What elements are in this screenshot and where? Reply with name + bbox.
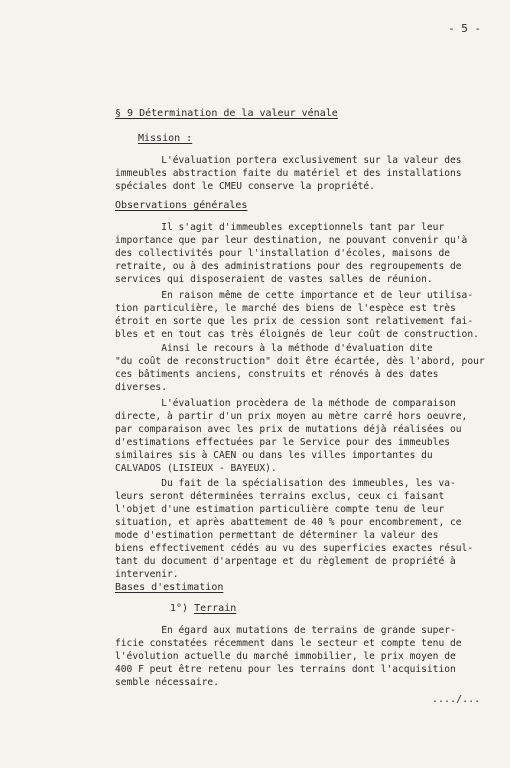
bases-heading-text: Bases d'estimation [115, 582, 224, 593]
text-line: biens effectivement cédés au vu des superficies exactes résul- [115, 543, 474, 554]
observations-paragraph-5 [115, 477, 485, 581]
text-line: L'évaluation procèdera de la méthode de comparaison [115, 398, 456, 409]
text-line: d'estimations effectuées par le Service pour des immeubles [115, 437, 451, 448]
text-line: retraite, ou à des administrations pour des regroupements de [115, 261, 462, 272]
text-line: Il s'agit d'immeubles exceptionnels tant par leur [115, 222, 445, 233]
text-line: similaires sis à CAEN ou dans les villes importantes du [115, 450, 433, 461]
text-line: En raison même de cette importance et de leur utilisa- [115, 290, 474, 301]
terrain-number: 1°) [170, 603, 189, 614]
mission-heading-text: Mission : [138, 133, 193, 144]
text-line: spéciales dont le CMEU conserve la propriété. [115, 181, 375, 192]
text-line: diverses. [115, 382, 167, 393]
text-line: bles et en tout cas très éloignés de leur coût de construction. [115, 329, 479, 340]
text-line: En égard aux mutations de terrains de grande super- [115, 625, 456, 636]
text-line: mode d'estimation permettant de déterminer la valeur des [115, 530, 439, 541]
observations-paragraph-4 [115, 397, 485, 475]
terrain-heading-text: Terrain [194, 603, 237, 614]
observations-paragraph-1 [115, 221, 485, 286]
observations-heading-text: Observations générales [115, 200, 248, 211]
continuation-mark: ..../... [432, 694, 481, 705]
text-line: immeubles abstraction faite du matériel et des installations [115, 168, 462, 179]
text-line: "du coût de reconstruction" doit être écartée, dès l'abord, pour [115, 356, 485, 367]
text-line: Du fait de la spécialisation des immeubles, les va- [115, 478, 456, 489]
text-line: intervenir. [115, 569, 179, 580]
terrain-paragraph [115, 624, 485, 689]
text-line: l'évolution actuelle du marché immobilier, le prix moyen de [115, 651, 456, 662]
text-line: ces bâtiments anciens, construits et rénovés à des dates [115, 369, 439, 380]
section-title [115, 108, 338, 119]
text-line: situation, et après abattement de 40 % pour encombrement, ce [115, 517, 462, 528]
text-line: l'objet d'une estimation particulière compte tenu de leur [115, 504, 445, 515]
observations-paragraph-3 [115, 342, 485, 394]
terrain-heading [170, 603, 236, 614]
section-title-text: § 9 Détermination de la valeur vénale [115, 108, 338, 119]
text-line: tion particulière, le marché des biens de l'espèce est très [115, 303, 456, 314]
observations-heading [115, 200, 247, 211]
mission-heading [138, 133, 192, 144]
text-line: des collectivités pour l'installation d'écoles, maisons de [115, 248, 451, 259]
text-line: 400 F peut être retenu pour les terrains dont l'acquisition [115, 664, 456, 675]
text-line: tant du document d'arpentage et du règlement de propriété à [115, 556, 456, 567]
text-line: directe, à partir d'un prix moyen au mètre carré hors oeuvre, [115, 411, 468, 422]
mission-paragraph [115, 154, 485, 193]
text-line: ficie constatées récemment dans le secteur et compte tenu de [115, 638, 462, 649]
text-line: semble nécessaire. [115, 677, 219, 688]
observations-paragraph-2 [115, 289, 485, 341]
text-line: CALVADOS (LISIEUX - BAYEUX). [115, 463, 277, 474]
text-line: services qui disposeraient de vastes salles de réunion. [115, 274, 433, 285]
text-line: étroit en sorte que les prix de cession sont relativement fai- [115, 316, 474, 327]
text-line: Ainsi le recours à la méthode d'évaluation dite [115, 343, 433, 354]
text-line: par comparaison avec les prix de mutations déjà réalisées ou [115, 424, 462, 435]
page-number: - 5 - [448, 22, 482, 35]
bases-heading [115, 582, 223, 593]
text-line: L'évaluation portera exclusivement sur la valeur des [115, 155, 462, 166]
text-line: importance que par leur destination, ne pouvant convenir qu'à [115, 235, 468, 246]
text-line: leurs seront déterminées terrains exclus, ceux ci faisant [115, 491, 445, 502]
